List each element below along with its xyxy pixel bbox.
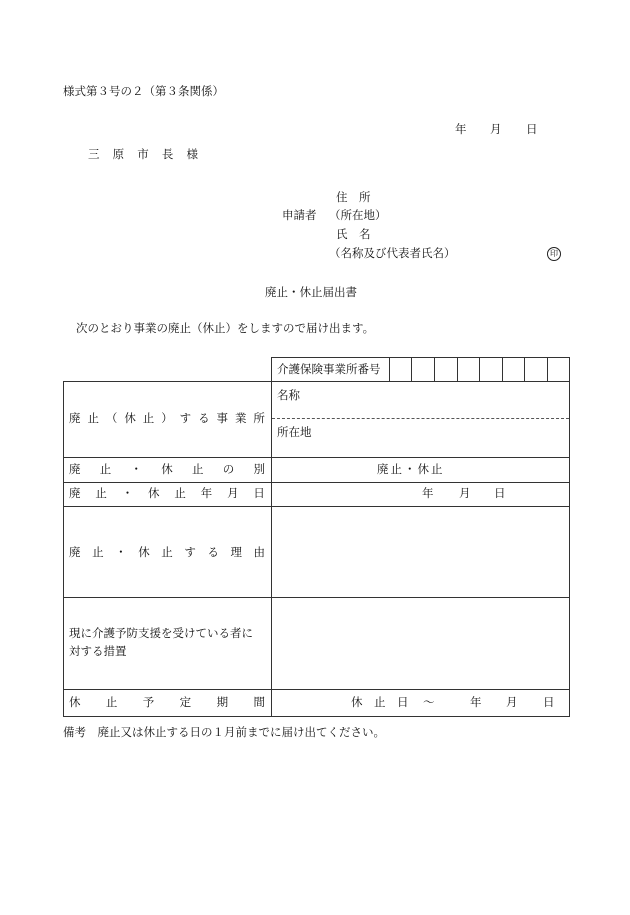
label-char: 理 bbox=[230, 545, 242, 559]
reason-label bbox=[69, 547, 265, 559]
period-month: 月 bbox=[506, 695, 518, 709]
label-char: 止 bbox=[92, 545, 104, 559]
period-field[interactable] bbox=[272, 690, 569, 715]
period-label bbox=[69, 697, 265, 709]
date-label bbox=[69, 488, 265, 500]
label-char: 別 bbox=[253, 462, 265, 476]
label-char: 止 bbox=[174, 486, 186, 500]
recipient-char: 様 bbox=[186, 147, 198, 161]
label-char: 止 bbox=[95, 486, 107, 500]
label-char: 所 bbox=[253, 411, 265, 425]
label-char: 期 bbox=[216, 695, 229, 709]
measures-field[interactable] bbox=[272, 598, 569, 688]
recipient-char: 市 bbox=[137, 147, 149, 161]
intro-text: 次のとおり事業の廃止（休止）をしますので届け出ます。 bbox=[76, 321, 375, 335]
label-char: 廃 bbox=[69, 545, 81, 559]
form-number: 様式第３号の２（第３条関係） bbox=[63, 84, 224, 98]
stop-date-day: 日 bbox=[494, 486, 506, 500]
period-year: 年 bbox=[470, 695, 482, 709]
name-detail-label: （名称及び代表者氏名） bbox=[329, 246, 456, 260]
label-char: （ bbox=[105, 411, 118, 425]
label-char: 月 bbox=[227, 486, 239, 500]
header-date-month: 月 bbox=[490, 122, 502, 136]
address-label: 住 所 bbox=[336, 190, 371, 204]
label-char: の bbox=[222, 462, 235, 476]
measures-label-line2: 対する措置 bbox=[69, 644, 127, 658]
label-char: 日 bbox=[253, 486, 265, 500]
seal-icon: 印 bbox=[547, 247, 561, 261]
label-char: 休 bbox=[161, 462, 173, 476]
label-char: ・ bbox=[121, 486, 134, 500]
label-char: 廃 bbox=[69, 411, 81, 425]
period-day: 日 bbox=[543, 695, 555, 709]
label-char: 休 bbox=[69, 695, 81, 709]
label-char: す bbox=[179, 411, 192, 425]
label-char: 由 bbox=[253, 545, 265, 559]
recipient-char: 原 bbox=[112, 147, 125, 161]
stop-date-month: 月 bbox=[459, 486, 471, 500]
business-name-field[interactable] bbox=[272, 382, 569, 418]
period-start-label: 休 止 日 bbox=[351, 695, 409, 709]
label-char: る bbox=[207, 545, 219, 559]
label-char: 間 bbox=[253, 695, 265, 709]
label-char: 止 bbox=[105, 695, 118, 709]
applicant-label: 申請者 bbox=[282, 208, 317, 222]
reason-field[interactable] bbox=[272, 507, 569, 596]
business-location-label: 所在地 bbox=[277, 425, 312, 439]
recipient-char: 三 bbox=[88, 147, 100, 161]
label-char: 休 bbox=[138, 545, 150, 559]
business-name-label: 名称 bbox=[277, 388, 300, 402]
label-char: 業 bbox=[234, 411, 247, 425]
provider-number-label: 介護保険事業所番号 bbox=[277, 362, 381, 376]
label-char: 年 bbox=[200, 486, 213, 500]
location-label: （所在地） bbox=[329, 208, 387, 222]
label-char: 休 bbox=[124, 411, 136, 425]
label-char: す bbox=[184, 545, 196, 559]
label-char: 休 bbox=[148, 486, 160, 500]
recipient bbox=[88, 149, 198, 161]
footnote: 備考 廃止又は休止する日の１月前までに届け出てください。 bbox=[63, 725, 385, 739]
label-char: 予 bbox=[142, 695, 155, 709]
label-char: 止 bbox=[99, 462, 112, 476]
label-char: ・ bbox=[115, 545, 127, 559]
type-label bbox=[69, 464, 265, 476]
stop-date-year: 年 bbox=[422, 486, 434, 500]
label-char: 止 bbox=[87, 411, 99, 425]
label-char: 廃 bbox=[69, 462, 81, 476]
provider-number-boxes[interactable] bbox=[390, 358, 568, 380]
name-label: 氏 名 bbox=[336, 227, 371, 241]
header-date-year: 年 bbox=[455, 122, 467, 136]
label-char: る bbox=[198, 411, 210, 425]
label-char: ・ bbox=[130, 462, 142, 476]
recipient-char: 長 bbox=[161, 147, 174, 161]
measures-label-line1: 現に介護予防支援を受けている者に bbox=[69, 626, 253, 640]
label-char: 廃 bbox=[69, 486, 81, 500]
period-tilde: 〜 bbox=[423, 695, 435, 709]
label-char: ） bbox=[161, 411, 173, 425]
label-char: 止 bbox=[142, 411, 155, 425]
business-label bbox=[69, 413, 265, 425]
type-value[interactable]: 廃止・休止 bbox=[377, 462, 445, 476]
label-char: 定 bbox=[179, 695, 192, 709]
label-char: 止 bbox=[192, 462, 204, 476]
business-location-field[interactable] bbox=[272, 419, 569, 456]
label-char: 事 bbox=[216, 411, 228, 425]
stop-date-field[interactable] bbox=[272, 483, 569, 505]
document-title: 廃止・休止届出書 bbox=[265, 285, 357, 299]
label-char: 止 bbox=[161, 545, 173, 559]
header-date-day: 日 bbox=[526, 122, 538, 136]
